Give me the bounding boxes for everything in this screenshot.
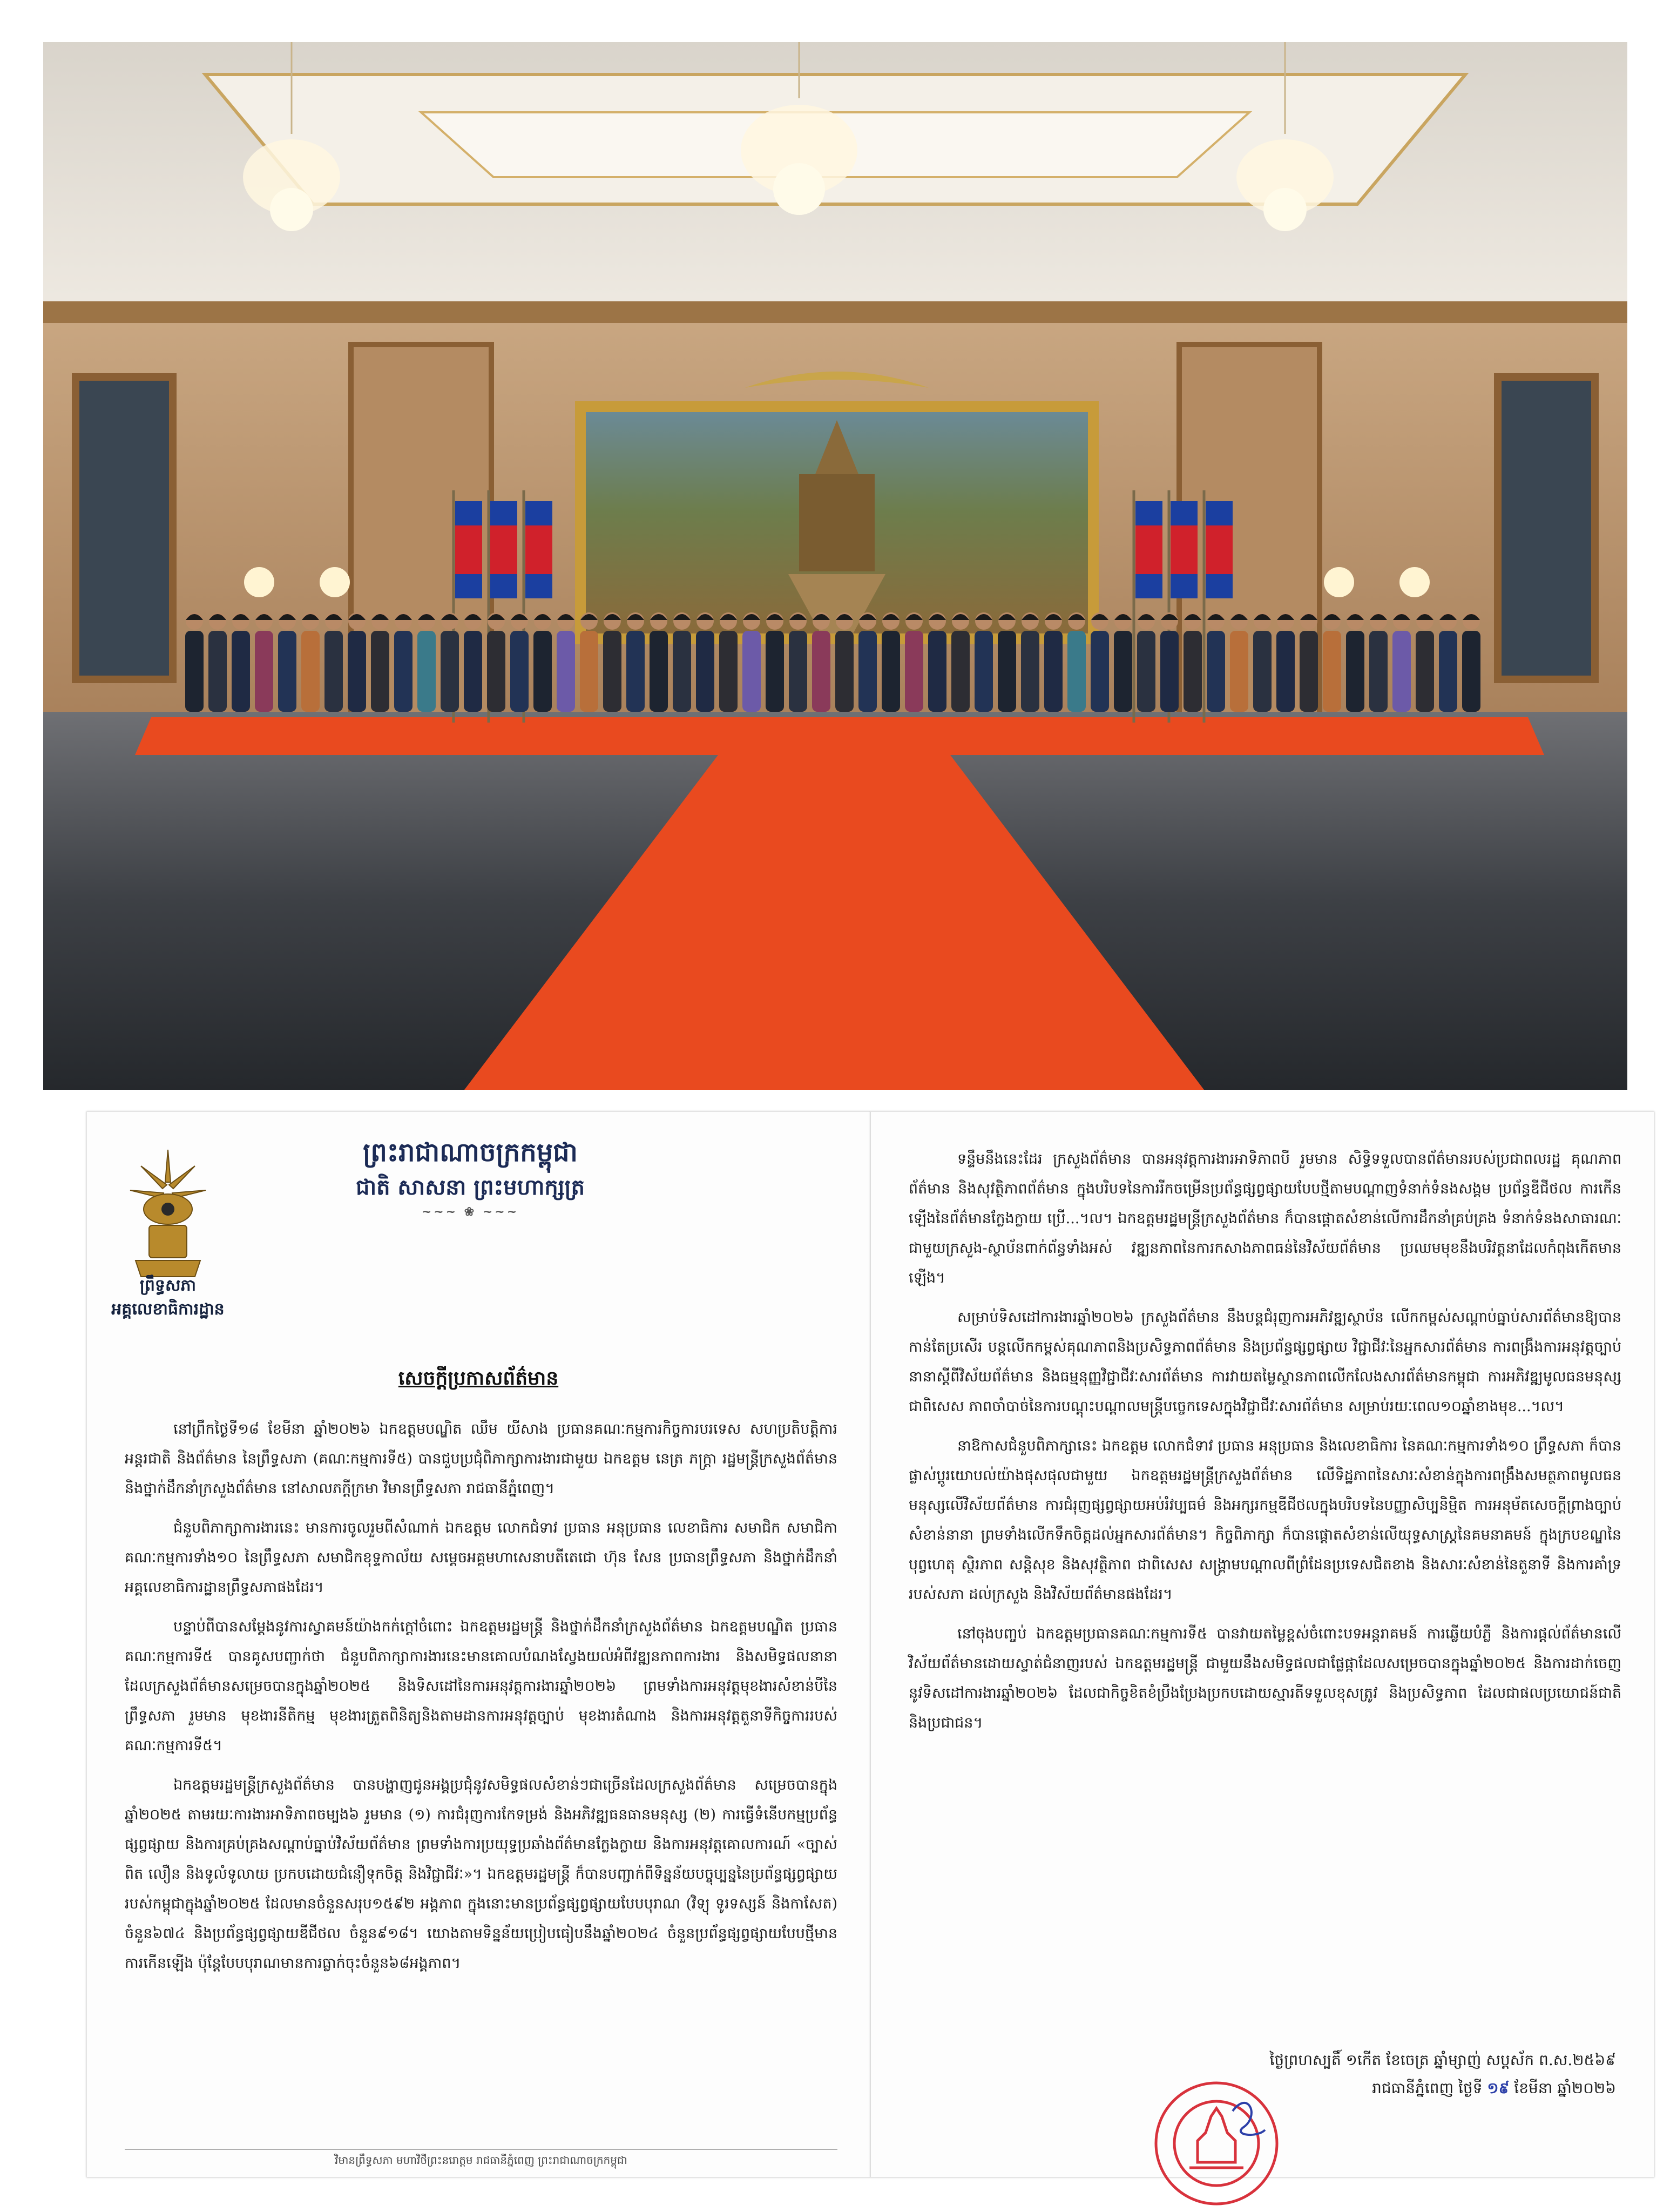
footer-address: វិមានព្រឹទ្ធសភា មហាវិថីព្រះនរោត្តម រាជធានីភ្នំពេញ ព្រះរាជាណាចក្រកម្ពុជា — [335, 2154, 627, 2167]
institution-line-1: ព្រឹទ្ធសភា — [139, 1276, 197, 1295]
kingdom-motto: ជាតិ សាសនា ព្រះមហាក្សត្រ — [356, 1175, 585, 1200]
left-body-text — [125, 1414, 837, 1988]
lunar-date: ថ្ងៃព្រហស្បតិ៍ ១កើត ខែចេត្រ ឆ្នាំម្សាញ់ សប្តស័ក ព.ស.២៥៦៩ — [1269, 2051, 1616, 2069]
wall-sconce-icon — [320, 567, 350, 597]
temple-gate — [799, 474, 875, 571]
kingdom-line-1: ព្រះរាជាណាចក្រកម្ពុជា — [363, 1137, 578, 1168]
photo-canvas — [43, 42, 1627, 1090]
right-window-panel — [1498, 377, 1595, 679]
senate-emblem-icon — [119, 1144, 217, 1285]
paragraph: ជំនួបពិភាក្សាការងារនេះ មានការចូលរួមពីសំណាក់ ឯកឧត្តម លោកជំទាវ ប្រធាន អនុប្រធាន លេខាធិការ សមាជិក សមាជិកាគណៈកម្មការទាំង១០ នៃព្រឹទ្ធសភា សមាជិកខុទ្ទកាល័យ សម្តេចអគ្គមហាសេនាបតីតេជោ ហ៊ុន សែន ប្រធានព្រឹទ្ធសភា និងថ្នាក់ដឹកនាំអគ្គលេខាធិការដ្ឋានព្រឹទ្ធសភាផងដែរ។ — [125, 1520, 837, 1596]
header-ornament: ~~~ ❀ ~~~ — [421, 1205, 519, 1219]
cambodian-flag-icon — [1206, 501, 1233, 598]
press-release-page-2 — [870, 1111, 1654, 2177]
cambodian-flag-icon — [455, 501, 482, 598]
cambodian-flag-icon — [490, 501, 517, 598]
institution-name — [103, 1274, 233, 1321]
cambodian-flag-icon — [1171, 501, 1198, 598]
reception-hall-photo — [43, 42, 1627, 1090]
press-release-page-1 — [86, 1111, 870, 2177]
cambodian-flag-icon — [1135, 501, 1162, 598]
cornice — [43, 301, 1627, 323]
paragraph: នៅព្រឹកថ្ងៃទី១៨ ខែមីនា ឆ្នាំ២០២៦ ឯកឧត្តមបណ្ឌិត ឈឹម យីសាង ប្រធានគណៈកម្មការកិច្ចការបរទេស សហប្រតិបត្តិការអន្តរជាតិ និងព័ត៌មាន នៃព្រឹទ្ធសភា (គណៈកម្មការទី៥) បានជួបប្រជុំពិភាក្សាការងារជាមួយ ឯកឧត្តម នេត្រ ភក្ត្រា រដ្ឋមន្ត្រីក្រសួងព័ត៌មាន និងថ្នាក់ដឹកនាំក្រសួងព័ត៌មាន នៅសាលភក្តីក្រមា វិមានព្រឹទ្ធសភា រាជធានីភ្នំពេញ។ — [125, 1421, 837, 1497]
paragraph: នាឱកាសជំនួបពិភាក្សានេះ ឯកឧត្តម លោកជំទាវ ប្រធាន អនុប្រធាន និងលេខាធិការ នៃគណៈកម្មការទាំង១០ ព្រឹទ្ធសភា ក៏បានផ្លាស់ប្តូរយោបល់យ៉ាងផុសផុលជាមួយ ឯកឧត្តមរដ្ឋមន្ត្រីក្រសួងព័ត៌មាន លើទិដ្ឋភាពនៃសារៈសំខាន់ក្នុងការពង្រឹងសមត្ថភាពមូលធនមនុស្សលើវិស័យព័ត៌មាន ការជំរុញផ្សព្វផ្សាយអប់រំវប្បធម៌ និងអក្សរកម្មឌីជីថលក្នុងបរិបទនៃបញ្ញាសិប្បនិម្មិត ការអនុម័តសេចក្តីព្រាងច្បាប់សំខាន់នានា ព្រមទាំងលើកទឹកចិត្តដល់អ្នកសារព័ត៌មាន។ កិច្ចពិភាក្សា ក៏បានផ្តោតសំខាន់លើយុទ្ធសាស្ត្រនៃគមនាគមន៍ ក្នុងក្របខណ្ឌនៃបុព្វហេតុ ស្ថិរភាព សន្តិសុខ និងសុវត្ថិភាព ជាពិសេស សង្គ្រាមបណ្តាលពីព្រំដែនប្រទេសជិតខាង និងសារៈសំខាន់នៃតួនាទី និងការគាំទ្ររបស់សភា ដល់ក្រសួង និងវិស័យព័ត៌មានផងដែរ។ — [909, 1438, 1621, 1603]
right-body-text — [909, 1144, 1621, 1748]
wall-sconce-icon — [1399, 567, 1430, 597]
paragraph: នៅចុងបញ្ចប់ ឯកឧត្តមប្រធានគណៈកម្មការទី៥ បានវាយតម្លៃខ្ពស់ចំពោះបទអន្តរាគមន៍ ការឆ្លើយបំភ្លឺ និងការផ្តល់ព័ត៌មានលើវិស័យព័ត៌មានដោយស្ទាត់ជំនាញរបស់ ឯកឧត្តមរដ្ឋមន្ត្រី ជាមួយនឹងសមិទ្ធផលជាផ្លែផ្កាដែលសម្រេចបានក្នុងឆ្នាំ២០២៥ និងការដាក់ចេញនូវទិសដៅការងារឆ្នាំ២០២៦ ដែលជាកិច្ចខិតខំប្រឹងប្រែងប្រកបដោយស្មារតីទទួលខុសត្រូវ និងប្រសិទ្ធភាព ដែលជាផលប្រយោជន៍ជាតិ និងប្រជាជន។ — [909, 1626, 1621, 1731]
institution-line-2: អគ្គលេខាធិការដ្ឋាន — [111, 1300, 225, 1319]
document-title: សេចក្តីប្រកាសព័ត៌មាន — [398, 1367, 559, 1390]
wall-sconce-icon — [244, 567, 274, 597]
cambodian-flag-icon — [525, 501, 552, 598]
paragraph: បន្ទាប់ពីបានសម្តែងនូវការស្វាគមន៍យ៉ាងកក់ក្តៅចំពោះ ឯកឧត្តមរដ្ឋមន្ត្រី និងថ្នាក់ដឹកនាំក្រសួងព័ត៌មាន ឯកឧត្តមបណ្ឌិត ប្រធានគណៈកម្មការទី៥ បានគូសបញ្ជាក់ថា ជំនួបពិភាក្សាការងារនេះមានគោលបំណងស្វែងយល់អំពីវឌ្ឍនភាពការងារ និងសមិទ្ធផលនានា ដែលក្រសួងព័ត៌មានសម្រេចបានក្នុងឆ្នាំ២០២៥ និងទិសដៅនៃការអនុវត្តការងារឆ្នាំ២០២៦ ព្រមទាំងការអនុវត្តមុខងារសំខាន់បីនៃព្រឹទ្ធសភា រួមមាន មុខងារនីតិកម្ម មុខងារត្រួតពិនិត្យនិងតាមដានការអនុវត្តច្បាប់ មុខងារតំណាង និងការអនុវត្តតួនាទីកិច្ចការរបស់គណៈកម្មការទី៥។ — [125, 1618, 837, 1754]
paragraph: សម្រាប់ទិសដៅការងារឆ្នាំ២០២៦ ក្រសួងព័ត៌មាន នឹងបន្តជំរុញការអភិវឌ្ឍស្ថាប័ន លើកកម្ពស់សណ្តាប់ធ្នាប់សារព័ត៌មានឱ្យបានកាន់តែប្រសើរ បន្តលើកកម្ពស់គុណភាពនិងប្រសិទ្ធភាពព័ត៌មាន និងប្រព័ន្ធផ្សព្វផ្សាយ វិជ្ជាជីវៈនៃអ្នកសារព័ត៌មាន ការពង្រឹងការអនុវត្តច្បាប់នានាស្តីពីវិស័យព័ត៌មាន និងធម្មនុញ្ញវិជ្ជាជីវៈសារព័ត៌មាន ការវាយតម្លៃស្ថានភាពលើកលែងសារព័ត៌មានកម្ពុជា ការអភិវឌ្ឍមូលធនមនុស្ស ជាពិសេស ភាពចាំបាច់នៃការបណ្តុះបណ្តាលមន្ត្រីបច្ចេកទេសក្នុងវិជ្ជាជីវៈសារព័ត៌មាន សម្រាប់រយៈពេល១០ឆ្នាំខាងមុខ...។ល។ — [909, 1309, 1621, 1415]
red-carpet-strip — [135, 717, 1544, 755]
date-prefix: រាជធានីភ្នំពេញ ថ្ងៃទី — [1372, 2079, 1483, 2097]
paragraph: ឯកឧត្តមរដ្ឋមន្ត្រីក្រសួងព័ត៌មាន បានបង្ហាញជូនអង្គប្រជុំនូវសមិទ្ធផលសំខាន់ៗជាច្រើនដែលក្រសួងព័ត៌មាន សម្រេចបានក្នុងឆ្នាំ២០២៥ តាមរយៈការងារអាទិភាពចម្បង៦ រួមមាន (១) ការជំរុញការកែទម្រង់ និងអភិវឌ្ឍធនធានមនុស្ស (២) ការធ្វើទំនើបកម្មប្រព័ន្ធផ្សព្វផ្សាយ និងការគ្រប់គ្រងសណ្តាប់ធ្នាប់វិស័យព័ត៌មាន ព្រមទាំងការប្រយុទ្ធប្រឆាំងព័ត៌មានក្លែងក្លាយ និងការអនុវត្តគោលការណ៍ «ច្បាស់ ពិត លឿន និងទូលំទូលាយ ប្រកបដោយជំនឿទុកចិត្ត និងវិជ្ជាជីវៈ»។ ឯកឧត្តមរដ្ឋមន្ត្រី ក៏បានបញ្ជាក់ពីទិន្នន័យបច្ចុប្បន្ននៃប្រព័ន្ធផ្សព្វផ្សាយរបស់កម្ពុជាក្នុងឆ្នាំ២០២៥ ដែលមានចំនួនសរុប១៥៩២ អង្គភាព ក្នុងនោះមានប្រព័ន្ធផ្សព្វផ្សាយបែបបុរាណ (វិទ្យុ ទូរទស្សន៍ និងកាសែត) ចំនួន៦៧៤ និងប្រព័ន្ធផ្សព្វផ្សាយឌីជីថល ចំនួន៩១៨។ យោងតាមទិន្នន័យប្រៀបធៀបនឹងឆ្នាំ២០២៤ ចំនួនប្រព័ន្ធផ្សព្វផ្សាយបែបថ្មីមានការកើនឡើង ប៉ុន្តែបែបបុរាណមានការធ្លាក់ចុះចំនួន៦៨អង្គភាព។ — [125, 1777, 837, 1972]
footer-divider — [125, 2149, 837, 2150]
date-day-handwritten: ១៩ — [1487, 2079, 1510, 2097]
wall-sconce-icon — [1324, 567, 1354, 597]
kingdom-header — [281, 1134, 659, 1220]
left-window-panel — [76, 377, 173, 679]
official-seal-icon — [1152, 2079, 1281, 2208]
paragraph: ទន្ទឹមនឹងនេះដែរ ក្រសួងព័ត៌មាន បានអនុវត្តការងារអាទិភាពបី រួមមាន សិទ្ធិទទួលបានព័ត៌មានរបស់ប្រជាពលរដ្ឋ គុណភាពព័ត៌មាន និងសុវត្ថិភាពព័ត៌មាន ក្នុងបរិបទនៃការរីកចម្រើនប្រព័ន្ធផ្សព្វផ្សាយបែបថ្មីតាមបណ្តាញទំនាក់ទំនងសង្គម ប្រព័ន្ធឌីជីថល ការកើនឡើងនៃព័ត៌មានក្លែងក្លាយ ប្រើ...។ល។ ឯកឧត្តមរដ្ឋមន្ត្រីក្រសួងព័ត៌មាន ក៏បានផ្តោតសំខាន់លើការដឹកនាំគ្រប់គ្រង ទំនាក់ទំនងសាធារណៈជាមួយក្រសួង-ស្ថាប័នពាក់ព័ន្ធទាំងអស់ វឌ្ឍនភាពនៃការកសាងភាពធន់នៃវិស័យព័ត៌មាន ប្រឈមមុខនឹងបរិវត្តនាដែលកំពុងកើតមានឡើង។ — [909, 1151, 1621, 1286]
date-suffix: ខែមីនា ឆ្នាំ២០២៦ — [1514, 2079, 1616, 2097]
